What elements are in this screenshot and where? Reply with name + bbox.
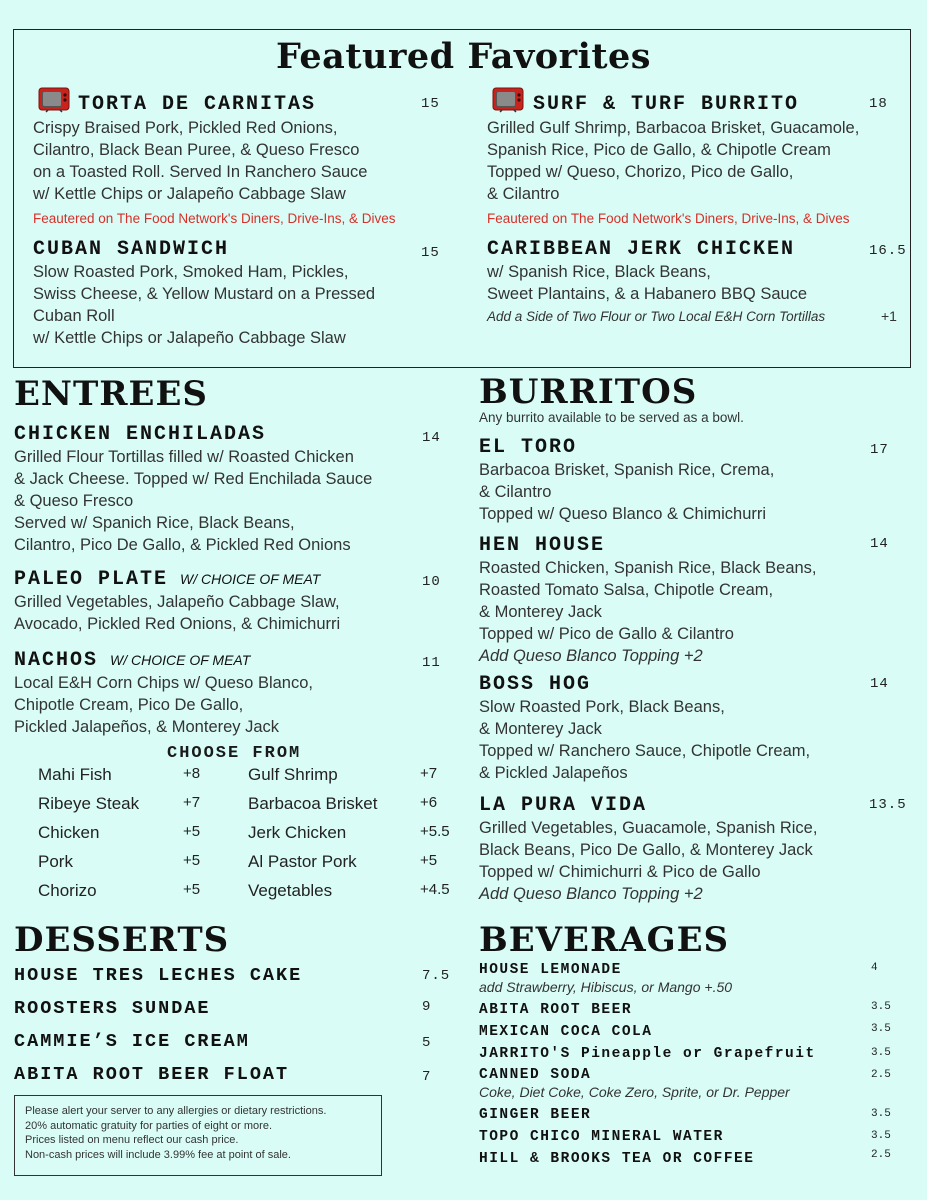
burrito-name: BOSS HOG [479, 673, 592, 696]
beverage-name: TOPO CHICO MINERAL WATER [479, 1129, 724, 1145]
allergy-notice: Please alert your server to any allergies or dietary restrictions. 20% automatic gratuity for parties of eight or more. Prices listed on menu reflect our cash price. Non-cash prices will include 3.99% fee at point of sale. [14, 1095, 382, 1176]
entree-desc: Grilled Vegetables, Jalapeño Cabbage Slaw, Avocado, Pickled Red Onions, & Chimichurri [14, 593, 341, 633]
burrito-name: LA PURA VIDA [479, 794, 648, 817]
beverage-price: 3.5 [871, 1130, 891, 1142]
dessert-name: ROOSTERS SUNDAE [14, 998, 211, 1019]
featured-addon: Add a Side of Two Flour or Two Local E&H Corn Tortillas [487, 309, 826, 324]
entree-name: NACHOS W/ CHOICE OF MEAT [14, 649, 251, 672]
burrito-desc: Barbacoa Brisket, Spanish Rice, Crema, & Cilantro Topped w/ Queso Blanco & Chimichurri [479, 461, 775, 523]
beverage-name: CANNED SODA [479, 1067, 592, 1083]
featured-item-desc: Crispy Braised Pork, Pickled Red Onions, Cilantro, Black Bean Puree, & Queso Fresco on a Toasted Roll. Served In Ranchero Sauce w/ Kettle Chips or Jalapeño Cabbage Slaw [33, 119, 368, 203]
entree-price: 11 [422, 655, 441, 671]
featured-item-name: CARIBBEAN JERK CHICKEN [487, 238, 796, 261]
dessert-name: ABITA ROOT BEER FLOAT [14, 1064, 290, 1085]
dessert-name: HOUSE TRES LECHES CAKE [14, 965, 303, 986]
featured-item-desc: Grilled Gulf Shrimp, Barbacoa Brisket, Guacamole, Spanish Rice, Pico de Gallo, & Chipotle Cream Topped w/ Queso, Chorizo, Pico de Gallo, & Cilantro [487, 119, 860, 203]
featured-item-name: TORTA DE CARNITAS [78, 93, 317, 116]
featured-note: Feautered on The Food Network's Diners, Drive-Ins, & Dives [487, 211, 850, 226]
beverage-name: ABITA ROOT BEER [479, 1002, 633, 1018]
featured-addon-price: +1 [881, 308, 897, 324]
beverage-name: JARRITO'S Pineapple or Grapefruit [479, 1046, 816, 1062]
burrito-name: EL TORO [479, 436, 578, 459]
entree-name: PALEO PLATE W/ CHOICE OF MEAT [14, 568, 321, 591]
burrito-price: 14 [870, 536, 889, 552]
beverage-name: MEXICAN COCA COLA [479, 1024, 653, 1040]
beverage-price: 4 [871, 962, 878, 974]
featured-item-price: 15 [421, 96, 440, 112]
desserts-title: DESSERTS [14, 920, 230, 960]
beverage-name: HILL & BROOKS TEA OR COFFEE [479, 1151, 755, 1167]
entree-desc: Grilled Flour Tortillas filled w/ Roasted Chicken & Jack Cheese. Topped w/ Red Enchilada Sauce & Queso Fresco Served w/ Spanich Rice, Black Beans, Cilantro, Pico De Gallo, & Pickled Red Onions [14, 448, 373, 554]
entree-desc: Local E&H Corn Chips w/ Queso Blanco, Chipotle Cream, Pico De Gallo, Pickled Jalapeños, & Monterey Jack [14, 674, 313, 736]
burrito-desc: Slow Roasted Pork, Black Beans, & Monterey Jack Topped w/ Ranchero Sauce, Chipotle Cream, & Pickled Jalapeños [479, 698, 811, 782]
choose-right-list: Gulf Shrimp +7 Barbacoa Brisket +6 Jerk Chicken +5.5 Al Pastor Pork +5 Vegetables +4.5 [248, 765, 450, 900]
featured-item-desc: w/ Spanish Rice, Black Beans, Sweet Plantains, & a Habanero BBQ Sauce [487, 263, 808, 303]
dessert-price: 5 [422, 1035, 432, 1051]
featured-item-price: 16.5 [869, 243, 907, 259]
dessert-price: 7 [422, 1069, 432, 1085]
choose-left-list: Mahi Fish +8 Ribeye Steak +7 Chicken +5 Pork +5 Chorizo +5 [38, 765, 201, 900]
dessert-name: CAMMIE’S ICE CREAM [14, 1031, 250, 1052]
burrito-name: HEN HOUSE [479, 534, 606, 557]
beverage-price: 3.5 [871, 1023, 891, 1035]
featured-note: Feautered on The Food Network's Diners, Drive-Ins, & Dives [33, 211, 396, 226]
featured-item-desc: Slow Roasted Pork, Smoked Ham, Pickles, Swiss Cheese, & Yellow Mustard on a Pressed Cuban Roll w/ Kettle Chips or Jalapeño Cabbage Slaw [33, 263, 376, 347]
entree-price: 14 [422, 430, 441, 446]
burrito-desc: Grilled Vegetables, Guacamole, Spanish Rice, Black Beans, Pico De Gallo, & Monterey Jack Topped w/ Chimichurri & Pico de Gallo Add Queso Blanco Topping +2 [479, 819, 818, 903]
entrees-title: ENTREES [14, 374, 208, 414]
beverage-name: HOUSE LEMONADE [479, 962, 622, 978]
beverage-sub: add Strawberry, Hibiscus, or Mango +.50 [479, 979, 733, 995]
beverages-title: BEVERAGES [479, 920, 730, 960]
beverage-price: 3.5 [871, 1108, 891, 1120]
choose-from-title: CHOOSE FROM [167, 744, 302, 763]
burrito-price: 14 [870, 676, 889, 692]
featured-item-price: 15 [421, 245, 440, 261]
featured-item-price: 18 [869, 96, 888, 112]
burritos-subtitle: Any burrito available to be served as a bowl. [479, 410, 744, 425]
entree-name: CHICKEN ENCHILADAS [14, 423, 267, 446]
beverage-price: 2.5 [871, 1069, 891, 1081]
burrito-price: 13.5 [869, 797, 907, 813]
burrito-desc: Roasted Chicken, Spanish Rice, Black Beans, Roasted Tomato Salsa, Chipotle Cream, & Monterey Jack Topped w/ Pico de Gallo & Cilantro Add Queso Blanco Topping +2 [479, 559, 817, 665]
beverage-name: GINGER BEER [479, 1107, 592, 1123]
featured-item-name: CUBAN SANDWICH [33, 238, 230, 261]
tv-icon [38, 86, 70, 114]
burritos-title: BURRITOS [479, 372, 698, 412]
beverage-price: 3.5 [871, 1001, 891, 1013]
dessert-price: 9 [422, 999, 432, 1015]
featured-item-name: SURF & TURF BURRITO [533, 93, 800, 116]
dessert-price: 7.5 [422, 968, 451, 984]
burrito-price: 17 [870, 442, 889, 458]
featured-title: Featured Favorites [275, 36, 652, 77]
entree-price: 10 [422, 574, 441, 590]
beverage-price: 3.5 [871, 1047, 891, 1059]
beverage-price: 2.5 [871, 1149, 891, 1161]
beverage-sub: Coke, Diet Coke, Coke Zero, Sprite, or Dr. Pepper [479, 1084, 790, 1100]
tv-icon [492, 86, 524, 114]
